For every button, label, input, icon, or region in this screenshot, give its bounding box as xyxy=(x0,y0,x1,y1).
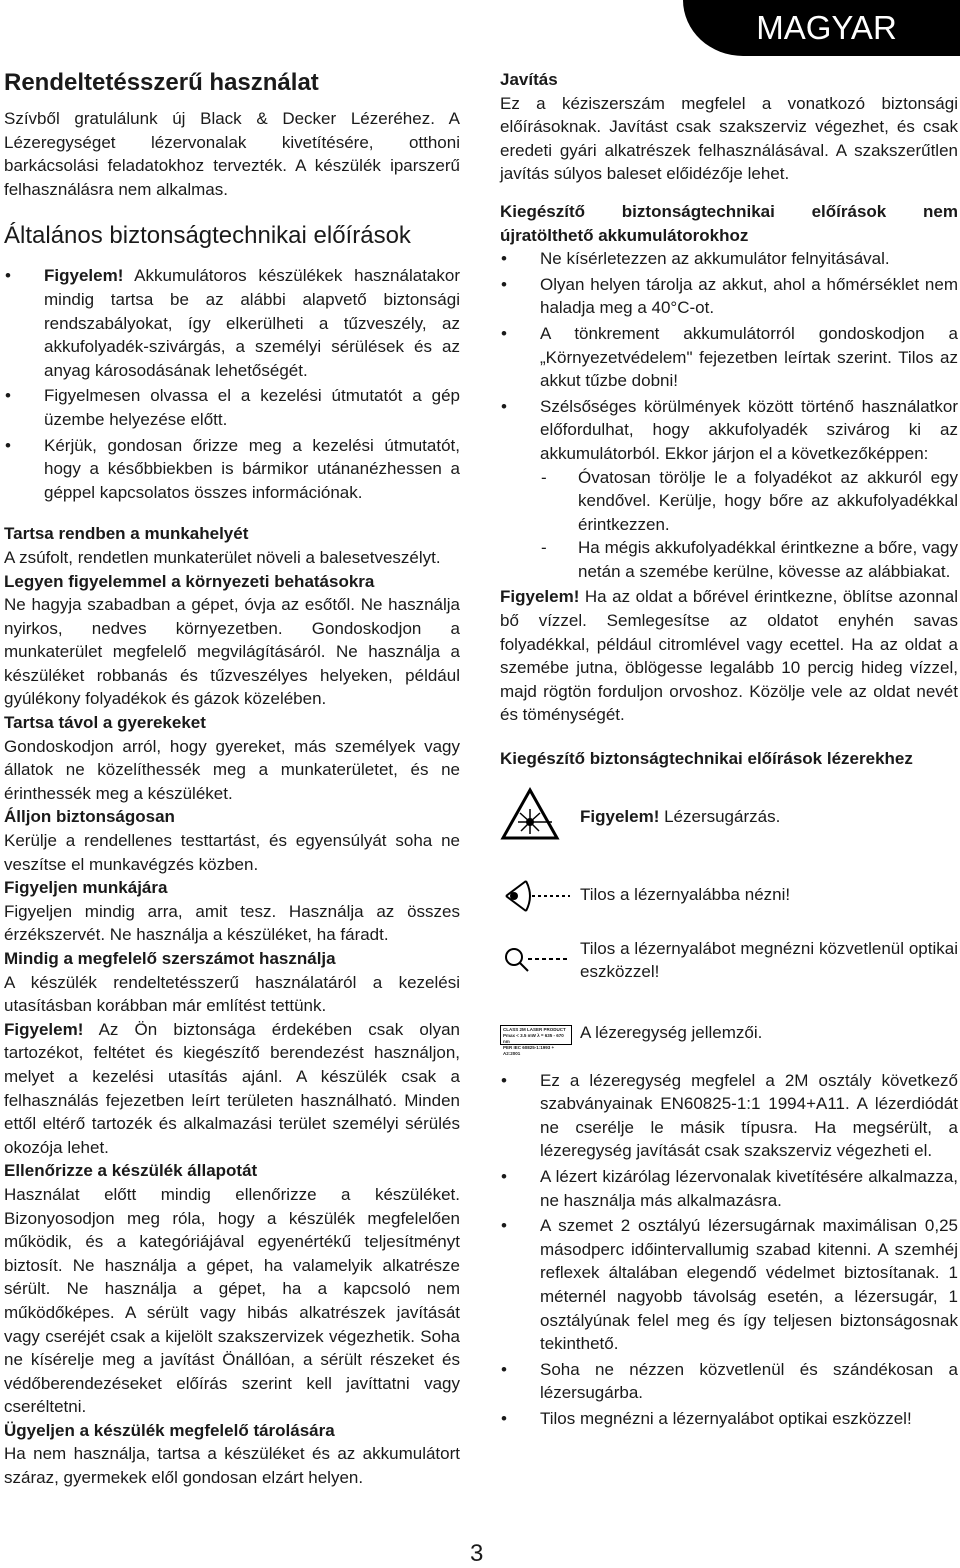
list-item-text: Akkumulátoros készülékek használatakor mindig tartsa be az alábbi alapvető biztonsági rendszabályokat, így elkerülheti a tűzveszély, az akkufolyadék-szivárgás, a személyi sérülések és az anyag károsodásának lehetőségét. xyxy=(44,266,460,380)
section-heading-repair: Javítás xyxy=(500,70,558,89)
section-body: Kerülje a rendellenes testtartást, és egyensúlyát soha ne veszítse el munkavégzés közben. xyxy=(4,831,460,874)
dash-item: - Óvatosan törölje le a folyadékot az akkuról egy kendővel. Kerülje, hogy bőre az akkufolyadékkal érintkezzen. xyxy=(540,466,958,537)
right-column xyxy=(500,68,958,1433)
section-body: Használat előtt mindig ellenőrizze a készüléket. Bizonyosodjon meg róla, hogy a készülék megfelelően működik, és a kategóriájával egyenértékű teljesítményt biztosít. Ne használja a gépet, ha valamelyik alkatrésze sérült. Ne használja a gépet, ha a kapcsoló nem működőképes. A sérült vagy hibás alkatrészek javítását vagy cseréjét csak a kijelölt szakszervizek végezhetik. Soha ne kísérelje meg a javítást Önállóan, a sérült részeket és védőberendezéseket előírás szerint kell javíttatni vagy cseréltetni. xyxy=(4,1184,460,1417)
section-heading-laser: Kiegészítő biztonságtechnikai előírások lézerekhez xyxy=(500,749,913,769)
safety-bullet-list xyxy=(4,264,460,504)
list-item: • Soha ne nézzen közvetlenül és szándékosan a lézersugárba. xyxy=(500,1358,958,1405)
section-heading-battery: Kiegészítő biztonságtechnikai előírások nem újratölthető akkumulátorokhoz xyxy=(500,201,958,245)
list-item: • A lézert kizárólag lézervonalak kivetítésére alkalmazza, ne használja más alkalmazásra. xyxy=(500,1165,958,1212)
section-body: A zsúfolt, rendetlen munkaterület növeli a balesetveszélyt. xyxy=(4,547,441,567)
laser-label-row xyxy=(500,1021,958,1069)
no-optical-text: Tilos a lézernyalábot megnézni közvetlenül optikai eszközzel! xyxy=(580,938,958,982)
section-body: Ha nem használja, tartsa a készüléket és az akkumulátort száraz, gyermekek elől gondosan elzárt helyen. xyxy=(4,1444,460,1488)
magnifier-laser-icon xyxy=(500,941,572,981)
label-line: Pmax < 3.5 mW λ = 635 - 670 nm xyxy=(503,1032,564,1044)
section-heading: Mindig a megfelelő szerszámot használja xyxy=(4,949,336,968)
laser-warning-text xyxy=(580,805,780,829)
dash-item: - Ha mégis akkufolyadékkal érintkezne a bőre, vagy netán a szemébe kerülne, kövesse az alábbiakat. xyxy=(540,536,958,583)
list-item: • Olyan helyen tárolja az akkut, ahol a hőmérséklet nem haladja meg a 40°C-ot. xyxy=(500,273,958,320)
battery-warning xyxy=(500,585,958,727)
dash-list xyxy=(540,466,958,584)
laser-bullet-list xyxy=(500,1069,958,1431)
laser-product-label xyxy=(500,1025,572,1056)
list-item xyxy=(4,434,460,505)
section-title-intended-use: Rendeltetésszerű használat xyxy=(4,69,319,96)
eye-laser-icon xyxy=(500,873,572,919)
intro-paragraph: Szívből gratulálunk új Black & Decker Lézeréhez. A Lézeregységet lézervonalak kivetítésére, otthoni barkácsolási feladatokhoz tervezték. A készülék iparszerű felhasználásra nem alkalmas. xyxy=(4,109,460,199)
no-optical-row xyxy=(500,937,958,1007)
laser-warning-row xyxy=(500,781,958,861)
section-heading: Álljon biztonságosan xyxy=(4,807,175,827)
no-look-text: Tilos a lézernyalábba nézni! xyxy=(580,884,791,904)
list-item xyxy=(4,264,460,382)
laser-hazard-icon xyxy=(500,787,560,841)
page-number: 3 xyxy=(470,1540,484,1567)
label-caption: A lézeregység jellemzői. xyxy=(580,1022,763,1042)
section-heading: Ellenőrizze a készülék állapotát xyxy=(4,1161,258,1181)
section-title-general-safety: Általános biztonságtechnikai előírások xyxy=(4,222,411,250)
list-item xyxy=(500,395,958,584)
warning-text: Lézersugárzás. xyxy=(659,806,781,826)
warning-label: Figyelem! xyxy=(500,587,580,607)
section-body: Gondoskodjon arról, hogy gyereket, más személyek vagy állatok ne közelíthessék meg a munkaterületet, és ne érinthessék meg a készüléket. xyxy=(4,736,460,803)
label-line: PER IEC 60825-1:1993 + A2:2001 xyxy=(503,1044,555,1056)
list-item: • A szemet 2 osztályú lézersugárnak maximálisan 0,25 másodperc időintervallumig szabad kitenni. A szemhéj reflexek általában elegendő védelmet biztosítanak. 1 méternél nagyobb távolság esetén, a lézersugár, 1 osztályúnak felel meg és így teljesen biztonságosnak tekinthető. xyxy=(500,1214,958,1356)
warning-label: Figyelem! xyxy=(580,806,660,826)
language-label: MAGYAR xyxy=(756,9,897,46)
label-line: CLASS 2M LASER PRODUCT xyxy=(503,1026,566,1032)
warning-label: Figyelem! xyxy=(44,266,124,286)
list-item-text: Szélsőséges körülmények között történő használatkor előfordulhat, hogy akkufolyadék szivárog ki az akkumulátorból. Ekkor járjon el a következőképpen: xyxy=(540,396,958,463)
section-body: Figyeljen mindig arra, amit tesz. Használja az összes érzékszervét. Ne használja a készüléket, ha fáradt. xyxy=(4,901,460,945)
warning-text: Ha az oldat a bőrével érintkezne, öblítse azonnal bő vízzel. Semlegesítse az oldatot enyhén savas folyadékkal, például citromlével vagy ecettel. Ha az oldat a szemébe jutna, öblögesse legalább 10 percig hideg vízzel, majd rögtön forduljon orvoshoz. Közölje vele az oldat nevét és töménységét. xyxy=(500,587,958,725)
warning-label: Figyelem! xyxy=(4,1019,84,1039)
list-item xyxy=(4,384,460,431)
section-heading: Tartsa rendben a munkahelyét xyxy=(4,524,249,544)
language-badge xyxy=(683,0,960,56)
no-look-row xyxy=(500,873,958,933)
list-item: • Ez a lézeregység megfelel a 2M osztály következő szabványainak EN60825-1:1 1994+A11. A lézerdiódát ne cserélje le másik típusra. Ha megsérült, a lézeregység javítását csak szakszerviz végezheti el. xyxy=(500,1069,958,1163)
list-item: • A tönkrement akkumulátorról gondoskodjon a „Környezetvédelem" fejezetben leírtak szerint. Tilos az akkut tűzbe dobni! xyxy=(500,322,958,393)
warning-text: Az Ön biztonsága érdekében csak olyan tartozékot, feltétet és kiegészítő berendezést használjon, melyet a kezelési utasítás ajánl. A készülék csak a felhasználás fejezetben leírt területen használható. Minden ettől eltérő tartozék és alkalmazási terület személyi sérülés okozója lehet. xyxy=(4,1019,460,1157)
repair-body: Ez a kéziszerszám megfelel a vonatkozó biztonsági előírásoknak. Javítást csak szakszerviz végezhet, és csak eredeti gyári alkatrészek felhasználásával. A szakszerűtlen javítás súlyos baleset előidézője lehet. xyxy=(500,93,958,184)
list-item: • Tilos megnézni a lézernyalábot optikai eszközzel! xyxy=(500,1407,958,1431)
safety-sections xyxy=(4,522,460,1489)
list-item: • Ne kísérletezzen az akkumulátor felnyitásával. xyxy=(500,247,958,271)
section-heading: Ügyeljen a készülék megfelelő tárolására xyxy=(4,1420,335,1440)
list-item-text: Kérjük, gondosan őrizze meg a kezelési útmutatót, hogy a későbbiekben is bármikor utánanézhessen a géppel kapcsolatos összes információnak. xyxy=(44,435,460,502)
battery-bullet-list xyxy=(500,247,958,583)
accessory-warning xyxy=(4,1018,460,1160)
left-column xyxy=(4,68,460,1490)
section-body: Ne hagyja szabadban a gépet, óvja az esőtől. Ne használja nyirkos, nedves környezetben. Gondoskodjon a munkaterület megfelelő megvilágításáról. Ne használja a készüléket robbanás és tűzveszélyes helyeken, például gyúlékony folyadékok és gázok közelében. xyxy=(4,595,460,709)
section-heading: Tartsa távol a gyerekeket xyxy=(4,713,206,733)
section-heading: Figyeljen munkájára xyxy=(4,878,168,898)
list-item-text: Figyelmesen olvassa el a kezelési útmutatót a gép üzembe helyezése előtt. xyxy=(44,386,460,429)
section-body: A készülék rendeltetésszerű használatáról a kezelési utasításban korábban már említést tettünk. xyxy=(4,972,460,1016)
section-heading: Legyen figyelemmel a környezeti behatásokra xyxy=(4,571,375,591)
